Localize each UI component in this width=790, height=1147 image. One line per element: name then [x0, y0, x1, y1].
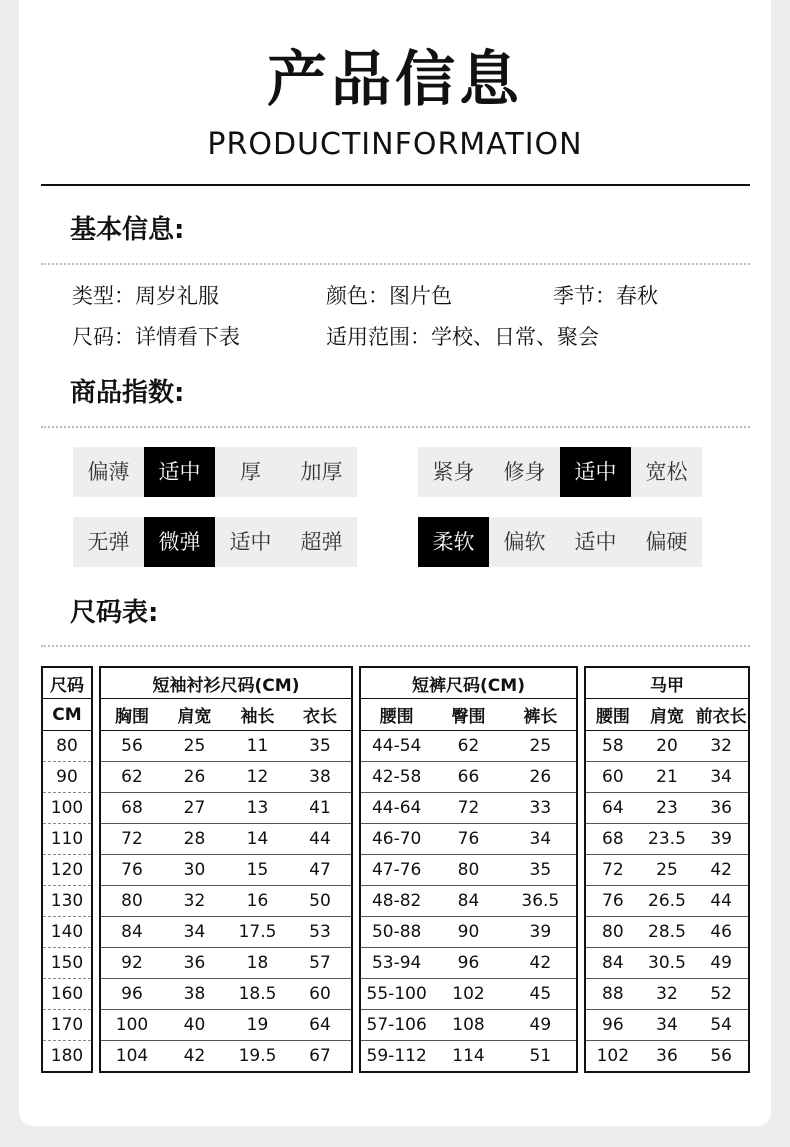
- table-row: [585, 824, 749, 855]
- table-row: [585, 1041, 749, 1073]
- shorts-size-table: [359, 666, 578, 1073]
- table-row: [100, 731, 352, 762]
- table-cell: 72: [585, 855, 640, 886]
- table-cell: 57: [289, 948, 352, 979]
- info-season: 季节：春秋: [553, 284, 658, 308]
- table-row: [42, 948, 92, 979]
- table-cell: 23.5: [640, 824, 695, 855]
- vest-size-table: [584, 666, 750, 1073]
- table-row: [360, 886, 577, 917]
- table-cell: 44: [289, 824, 352, 855]
- table-cell: 96: [100, 979, 163, 1010]
- table-row: [42, 1010, 92, 1041]
- index-option: 适中: [144, 447, 215, 497]
- index-option: 修身: [503, 460, 546, 484]
- table-cell: 56: [100, 731, 163, 762]
- table-cell: 19: [226, 1010, 289, 1041]
- table-cell: 68: [100, 793, 163, 824]
- table-cell: 180: [50, 1046, 84, 1066]
- table-row: [42, 979, 92, 1010]
- table-cell: 114: [452, 1046, 485, 1066]
- table-cell: 39: [694, 824, 749, 855]
- table-row: [585, 948, 749, 979]
- table-cell: 100: [42, 793, 92, 824]
- table-row: [585, 886, 749, 917]
- table-cell: 36.5: [505, 886, 577, 917]
- index-option: 宽松: [645, 460, 688, 484]
- table-cell: 32: [163, 886, 226, 917]
- table-cell: 16: [226, 886, 289, 917]
- info-size: 尺码：详情看下表: [72, 325, 240, 349]
- size-cm-table: [41, 666, 93, 1073]
- table-cell: 80: [585, 917, 640, 948]
- index-option: 适中: [574, 530, 617, 554]
- product-index-divider: [41, 426, 750, 428]
- table-cell: 80: [432, 855, 504, 886]
- table-cell: 108: [432, 1010, 504, 1041]
- table-cell: 25: [505, 731, 577, 762]
- table-cell: 62: [432, 731, 504, 762]
- table-cell: 42-58: [360, 762, 432, 793]
- table-cell: 66: [432, 762, 504, 793]
- table-cell: 100: [100, 1010, 163, 1041]
- index-group-softness: [418, 517, 702, 567]
- header-divider: [41, 184, 750, 186]
- table-cell: 104: [115, 1046, 149, 1066]
- column-header: 腰围: [360, 699, 432, 731]
- table-cell: 46: [694, 917, 749, 948]
- table-cell: 33: [505, 793, 577, 824]
- info-scope: 适用范围：学校、日常、聚会: [326, 325, 599, 349]
- table-cell: 35: [505, 855, 577, 886]
- table-cell: 80: [100, 886, 163, 917]
- column-header: 肩宽: [640, 699, 695, 731]
- index-option: 偏薄: [87, 460, 130, 484]
- index-group-fit: [418, 447, 702, 497]
- table-cell: 42: [183, 1046, 206, 1066]
- table-cell: 48-82: [360, 886, 432, 917]
- table-cell: 19.5: [238, 1046, 277, 1066]
- table-cell: 96: [585, 1010, 640, 1041]
- table-row: [42, 1041, 92, 1073]
- index-option: 厚: [240, 460, 261, 484]
- table-row: [360, 855, 577, 886]
- table-cell: 68: [585, 824, 640, 855]
- column-header: 前衣长: [694, 699, 749, 731]
- table-cell: 140: [42, 917, 92, 948]
- table-cell: 47-76: [360, 855, 432, 886]
- table-row: [100, 1041, 352, 1073]
- table-cell: 25: [163, 731, 226, 762]
- index-option: 加厚: [300, 460, 343, 484]
- shorts-table-title: 短裤尺码(CM): [360, 667, 577, 699]
- table-cell: 15: [226, 855, 289, 886]
- table-row: [585, 1010, 749, 1041]
- table-cell: 59-112: [366, 1046, 427, 1066]
- table-cell: 23: [640, 793, 695, 824]
- table-cell: 76: [585, 886, 640, 917]
- table-cell: 52: [694, 979, 749, 1010]
- index-option: 适中: [560, 447, 631, 497]
- table-row: [100, 793, 352, 824]
- table-cell: 53-94: [360, 948, 432, 979]
- table-cell: 92: [100, 948, 163, 979]
- basic-info-divider: [41, 263, 750, 265]
- table-row: [42, 824, 92, 855]
- table-cell: 150: [42, 948, 92, 979]
- table-cell: 39: [505, 917, 577, 948]
- table-cell: 76: [100, 855, 163, 886]
- table-cell: 64: [585, 793, 640, 824]
- column-header: 肩宽: [163, 699, 226, 731]
- table-cell: 53: [289, 917, 352, 948]
- table-cell: 88: [585, 979, 640, 1010]
- table-cell: 72: [432, 793, 504, 824]
- table-cell: 34: [640, 1010, 695, 1041]
- table-row: [42, 731, 92, 762]
- product-index-title: 商品指数:: [70, 378, 185, 408]
- table-cell: 45: [505, 979, 577, 1010]
- table-cell: 32: [640, 979, 695, 1010]
- table-row: [585, 855, 749, 886]
- table-row: [100, 1010, 352, 1041]
- column-header: 腰围: [585, 699, 640, 731]
- table-cell: 58: [585, 731, 640, 762]
- table-cell: 40: [163, 1010, 226, 1041]
- table-cell: 30.5: [640, 948, 695, 979]
- table-cell: 57-106: [360, 1010, 432, 1041]
- table-row: [585, 731, 749, 762]
- table-cell: 42: [505, 948, 577, 979]
- info-color: 颜色：图片色: [326, 284, 452, 308]
- table-row: [100, 979, 352, 1010]
- table-cell: 67: [309, 1046, 331, 1066]
- column-header: 衣长: [289, 699, 352, 731]
- cm-header-size: 尺码: [42, 667, 92, 699]
- table-cell: 25: [640, 855, 695, 886]
- index-option: 适中: [229, 530, 272, 554]
- table-cell: 51: [529, 1046, 552, 1066]
- table-row: [100, 762, 352, 793]
- table-cell: 110: [42, 824, 92, 855]
- size-chart-divider: [41, 645, 750, 647]
- table-cell: 44: [694, 886, 749, 917]
- table-cell: 38: [289, 762, 352, 793]
- table-row: [360, 762, 577, 793]
- table-row: [585, 793, 749, 824]
- table-cell: 120: [42, 855, 92, 886]
- table-row: [42, 917, 92, 948]
- table-cell: 64: [289, 1010, 352, 1041]
- table-cell: 36: [694, 793, 749, 824]
- table-row: [42, 762, 92, 793]
- table-cell: 38: [163, 979, 226, 1010]
- shirt-table-title: 短袖衬衫尺码(CM): [100, 667, 352, 699]
- table-row: [360, 793, 577, 824]
- shirt-size-table: [99, 666, 353, 1073]
- table-row: [360, 917, 577, 948]
- size-chart-title: 尺码表:: [70, 598, 159, 628]
- table-cell: 50-88: [360, 917, 432, 948]
- table-cell: 84: [432, 886, 504, 917]
- column-header: 裤长: [505, 699, 577, 731]
- table-cell: 11: [226, 731, 289, 762]
- table-cell: 49: [505, 1010, 577, 1041]
- table-cell: 60: [289, 979, 352, 1010]
- table-cell: 12: [226, 762, 289, 793]
- table-cell: 56: [710, 1046, 732, 1066]
- table-cell: 44-54: [360, 731, 432, 762]
- table-row: [42, 886, 92, 917]
- table-row: [100, 917, 352, 948]
- table-cell: 18: [226, 948, 289, 979]
- table-cell: 26: [163, 762, 226, 793]
- table-cell: 35: [289, 731, 352, 762]
- table-row: [100, 855, 352, 886]
- basic-info-title: 基本信息:: [70, 215, 185, 245]
- table-cell: 62: [100, 762, 163, 793]
- table-cell: 72: [100, 824, 163, 855]
- table-row: [360, 1041, 577, 1073]
- table-cell: 21: [640, 762, 695, 793]
- table-cell: 90: [42, 762, 92, 793]
- table-cell: 34: [505, 824, 577, 855]
- table-cell: 30: [163, 855, 226, 886]
- table-cell: 28: [163, 824, 226, 855]
- table-row: [360, 948, 577, 979]
- index-option: 柔软: [418, 517, 489, 567]
- table-cell: 49: [694, 948, 749, 979]
- table-cell: 90: [432, 917, 504, 948]
- table-cell: 36: [163, 948, 226, 979]
- table-row: [360, 824, 577, 855]
- table-cell: 54: [694, 1010, 749, 1041]
- table-cell: 55-100: [360, 979, 432, 1010]
- table-cell: 28.5: [640, 917, 695, 948]
- table-cell: 170: [42, 1010, 92, 1041]
- table-row: [100, 824, 352, 855]
- table-row: [42, 793, 92, 824]
- index-option: 偏硬: [645, 530, 688, 554]
- table-cell: 36: [656, 1046, 678, 1066]
- table-cell: 96: [432, 948, 504, 979]
- table-cell: 26.5: [640, 886, 695, 917]
- table-row: [585, 917, 749, 948]
- table-cell: 76: [432, 824, 504, 855]
- column-header: 臀围: [432, 699, 504, 731]
- table-cell: 27: [163, 793, 226, 824]
- column-header: 胸围: [100, 699, 163, 731]
- table-row: [360, 1010, 577, 1041]
- info-type: 类型：周岁礼服: [72, 284, 219, 308]
- page-title: 产品信息: [267, 45, 523, 115]
- table-cell: 50: [289, 886, 352, 917]
- table-row: [360, 731, 577, 762]
- table-cell: 130: [42, 886, 92, 917]
- table-cell: 60: [585, 762, 640, 793]
- table-row: [585, 979, 749, 1010]
- table-row: [585, 762, 749, 793]
- table-cell: 102: [432, 979, 504, 1010]
- table-cell: 14: [226, 824, 289, 855]
- page-subtitle: PRODUCTINFORMATION: [207, 127, 583, 162]
- table-cell: 32: [694, 731, 749, 762]
- table-row: [100, 948, 352, 979]
- index-group-elasticity: [73, 517, 357, 567]
- table-cell: 102: [596, 1046, 630, 1066]
- table-cell: 42: [694, 855, 749, 886]
- column-header: 袖长: [226, 699, 289, 731]
- table-cell: 34: [694, 762, 749, 793]
- index-option: 偏软: [503, 530, 546, 554]
- table-cell: 47: [289, 855, 352, 886]
- table-row: [42, 855, 92, 886]
- table-cell: 41: [289, 793, 352, 824]
- table-cell: 80: [42, 731, 92, 762]
- index-option: 超弹: [300, 530, 343, 554]
- table-cell: 84: [585, 948, 640, 979]
- table-row: [360, 979, 577, 1010]
- index-option: 紧身: [432, 460, 475, 484]
- table-cell: 18.5: [226, 979, 289, 1010]
- table-row: [100, 886, 352, 917]
- vest-table-title: 马甲: [585, 667, 749, 699]
- table-cell: 26: [505, 762, 577, 793]
- table-cell: 46-70: [360, 824, 432, 855]
- table-cell: 44-64: [360, 793, 432, 824]
- table-cell: 17.5: [226, 917, 289, 948]
- index-group-thickness: [73, 447, 357, 497]
- table-cell: 84: [100, 917, 163, 948]
- cm-header-unit: CM: [42, 699, 92, 731]
- table-cell: 20: [640, 731, 695, 762]
- table-cell: 34: [163, 917, 226, 948]
- table-cell: 160: [42, 979, 92, 1010]
- index-option: 微弹: [144, 517, 215, 567]
- table-cell: 13: [226, 793, 289, 824]
- index-option: 无弹: [87, 530, 130, 554]
